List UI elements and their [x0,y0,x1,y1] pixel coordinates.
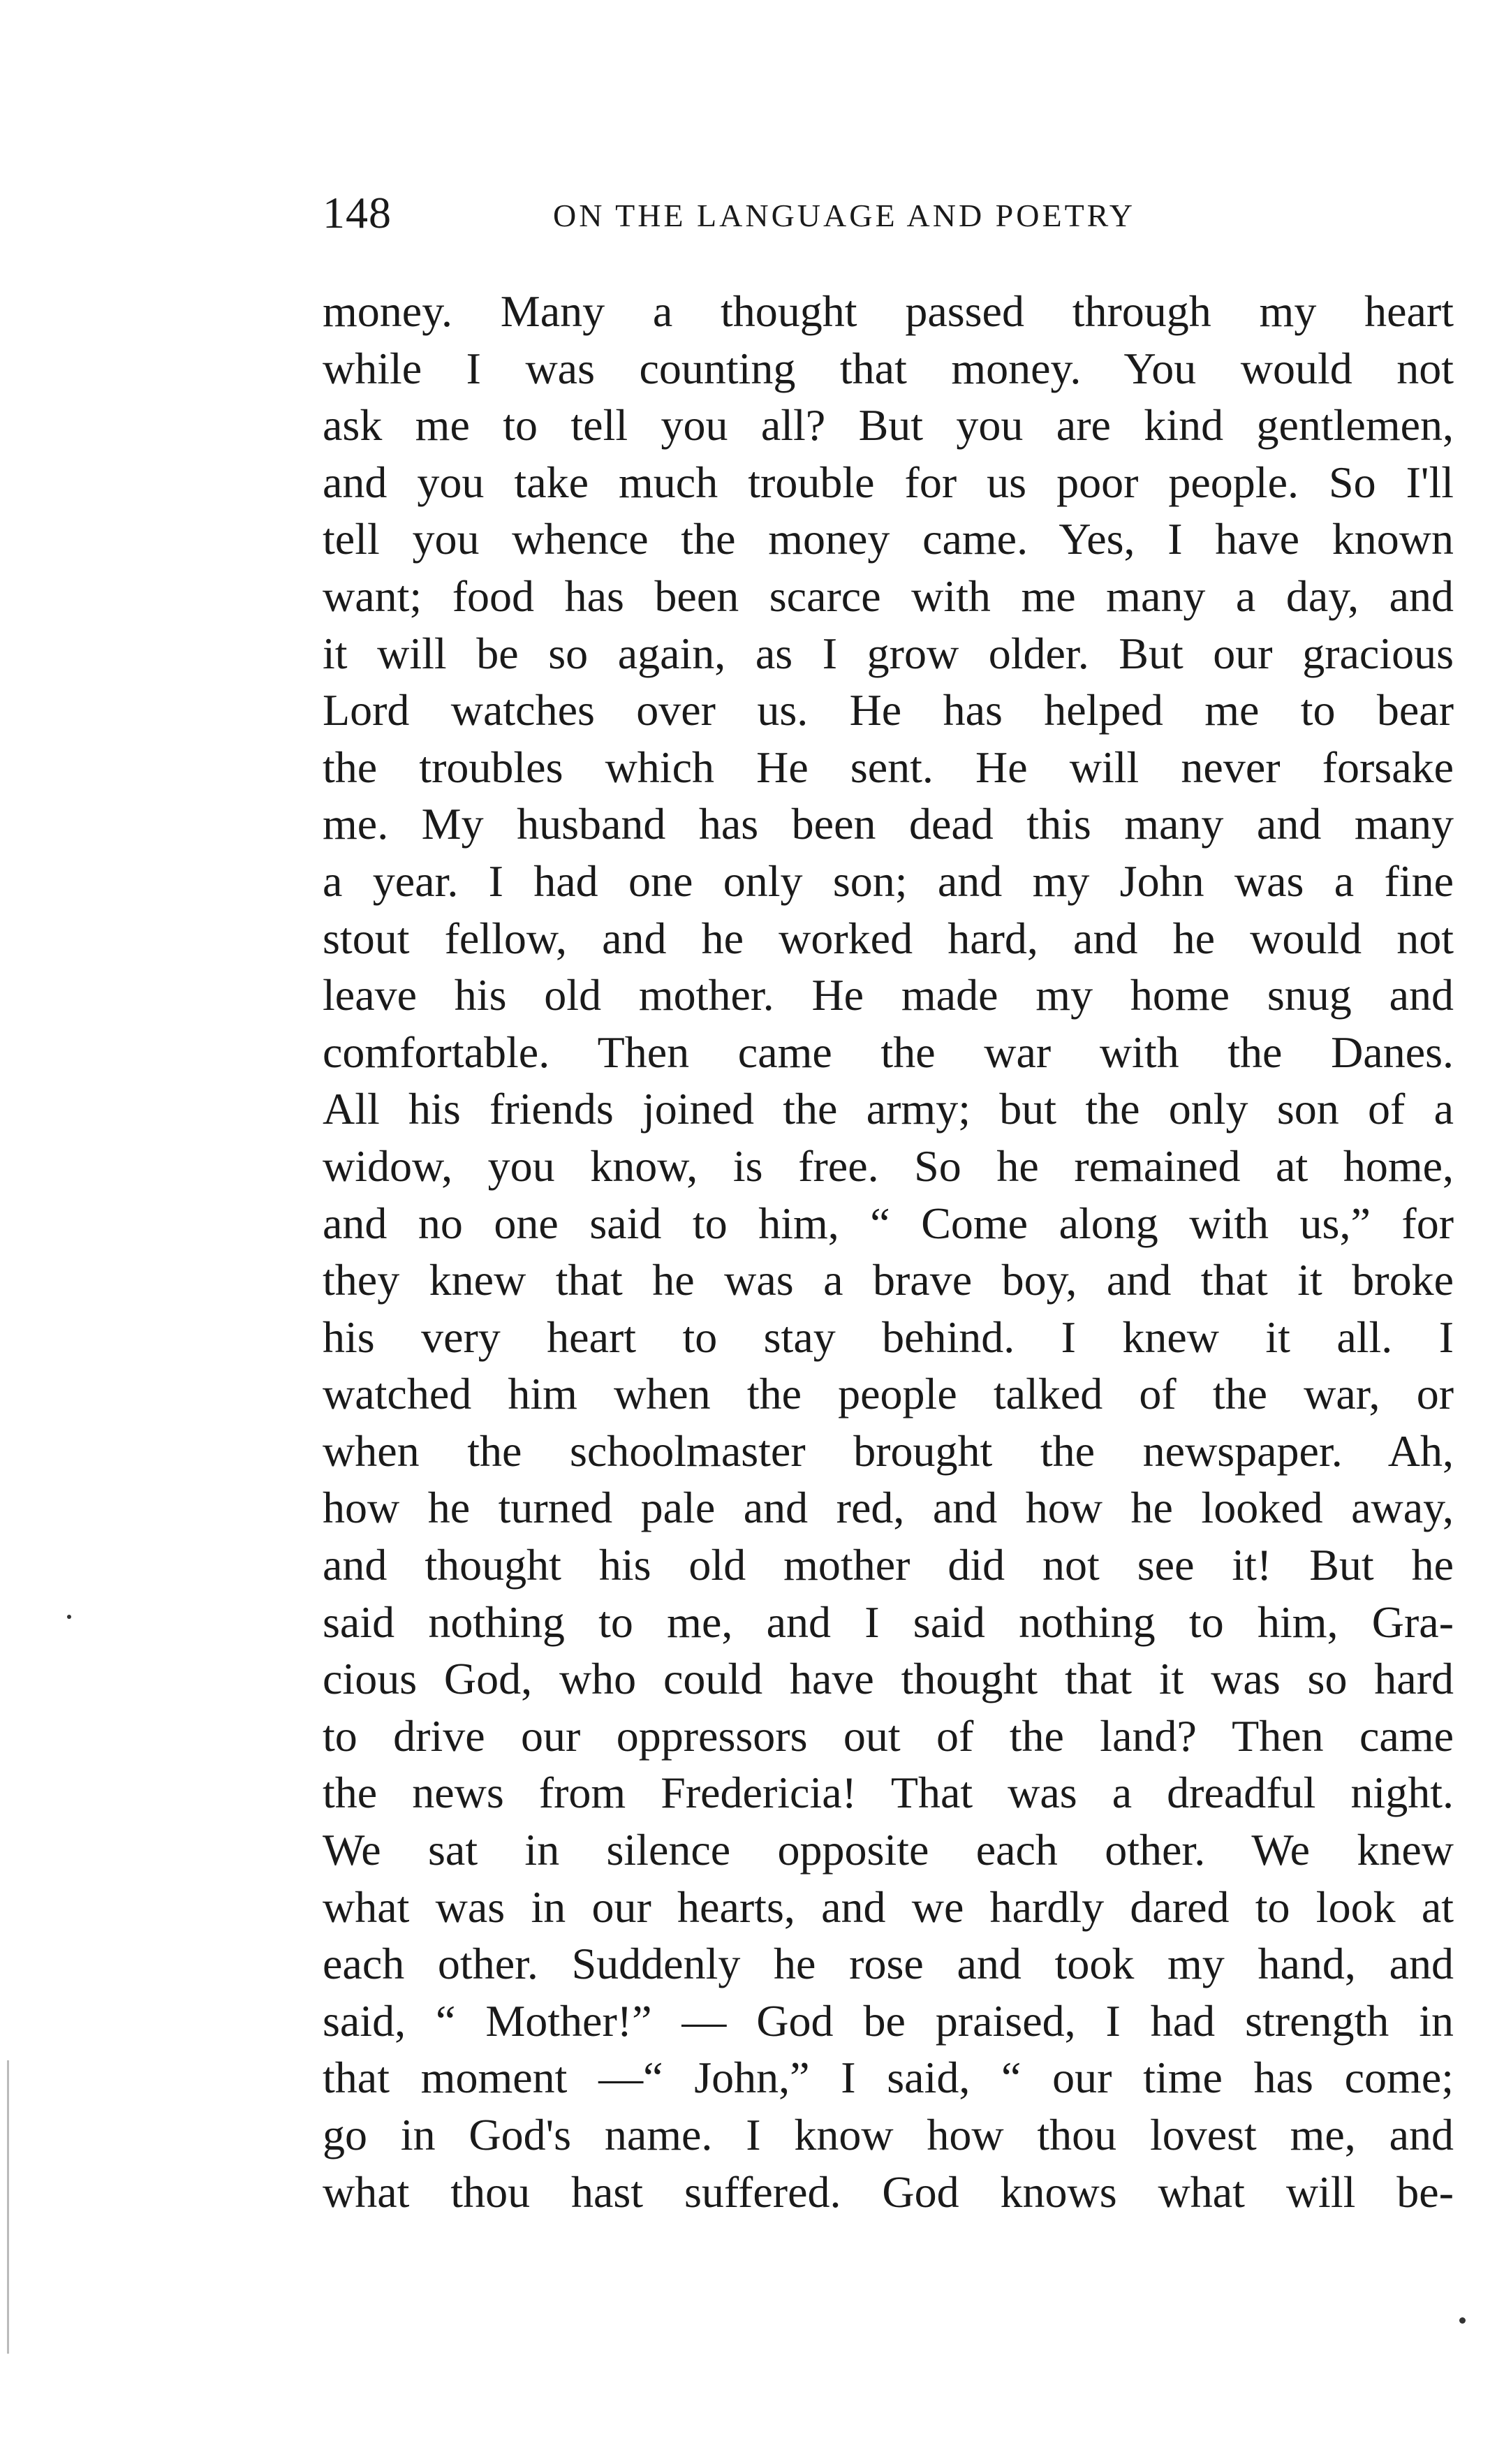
body-text [323,283,1454,2220]
ink-speck [1459,2317,1466,2324]
text-line: a year. I had one only son; and my John was a fine [323,856,1454,906]
text-line: me. My husband has been dead this many and many [323,799,1454,849]
text-line: his very heart to stay behind. I knew it all. I [323,1312,1454,1362]
text-line: stout fellow, and he worked hard, and he would not [323,913,1454,963]
text-line: said, “ Mother!” — God be praised, I had strength in [323,1995,1454,2046]
text-line: widow, you know, is free. So he remained at home, [323,1141,1454,1191]
text-line: comfortable. Then came the war with the Danes. [323,1027,1454,1077]
page-edge-mark [7,2060,9,2354]
text-line: what was in our hearts, and we hardly dared to look at [323,1882,1454,1932]
text-line: Lord watches over us. He has helped me to bear [323,685,1454,735]
text-line: want; food has been scarce with me many a day, and [323,571,1454,621]
text-line: they knew that he was a brave boy, and that it broke [323,1255,1454,1305]
text-line: We sat in silence opposite each other. We knew [323,1825,1454,1875]
text-line: and thought his old mother did not see it! But he [323,1540,1454,1590]
text-line: the news from Fredericia! That was a dreadful night. [323,1768,1454,1818]
page-header [323,187,1454,250]
text-line: when the schoolmaster brought the newspaper. Ah, [323,1425,1454,1476]
text-line: leave his old mother. He made my home snug and [323,970,1454,1020]
text-line: and no one said to him, “ Come along with us,” for [323,1198,1454,1248]
text-line: said nothing to me, and I said nothing to him, Gra- [323,1597,1454,1647]
running-head: ON THE LANGUAGE AND POETRY [553,198,1136,233]
text-line: it will be so again, as I grow older. But our gracious [323,628,1454,678]
text-line: go in God's name. I know how thou lovest me, and [323,2110,1454,2159]
text-line: tell you whence the money came. Yes, I have known [323,514,1454,564]
text-line: cious God, who could have thought that it was so hard [323,1654,1454,1704]
text-line: watched him when the people talked of the war, or [323,1369,1454,1419]
text-line: to drive our oppressors out of the land? Then came [323,1710,1454,1761]
text-line: and you take much trouble for us poor people. So I'll [323,457,1454,507]
text-line: while I was counting that money. You would not [323,343,1454,393]
text-line: that moment —“ John,” I said, “ our time has come; [323,2053,1454,2103]
text-line: how he turned pale and red, and how he looked away, [323,1483,1454,1533]
text-line: All his friends joined the army; but the only son of a [323,1084,1454,1134]
page-number: 148 [323,188,392,237]
text-line: ask me to tell you all? But you are kind gentlemen, [323,400,1454,450]
ink-speck [67,1615,71,1619]
text-line: each other. Suddenly he rose and took my hand, and [323,1939,1454,1989]
text-line: the troubles which He sent. He will never forsake [323,742,1454,792]
text-line: what thou hast suffered. God knows what will be- [323,2166,1454,2217]
text-line: money. Many a thought passed through my heart [323,286,1454,336]
